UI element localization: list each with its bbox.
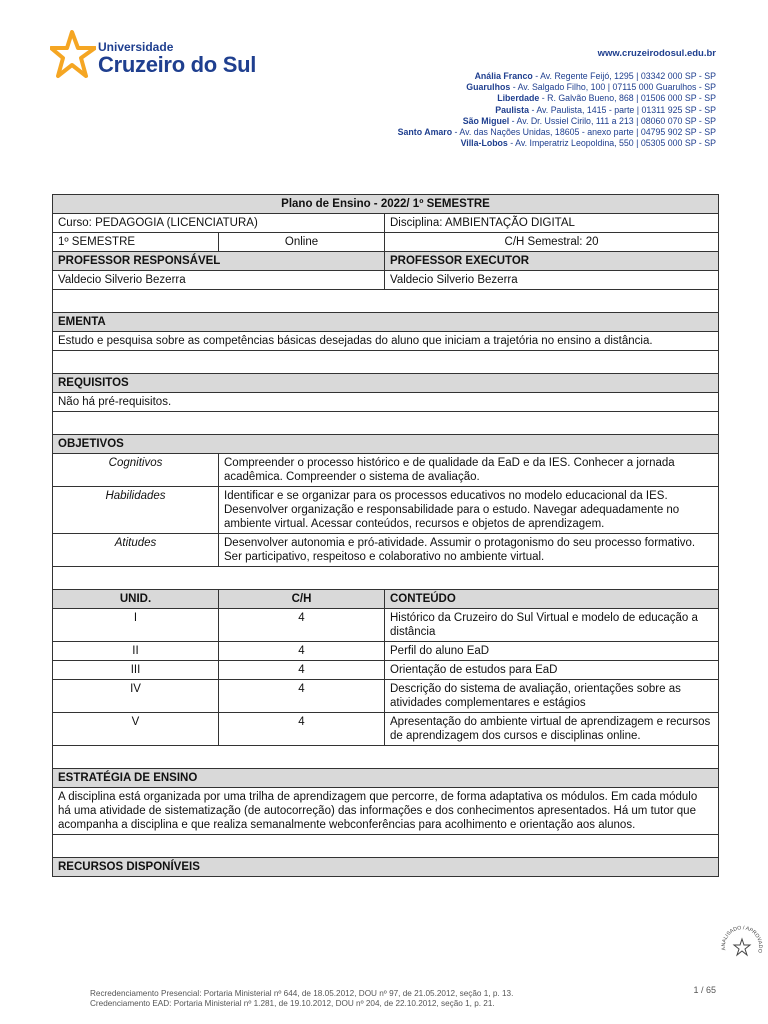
course-row [53,214,719,233]
unit-hours: 4 [219,661,385,680]
unit-number: III [53,661,219,680]
plan-title-row [53,195,719,214]
unit-row [53,661,719,680]
strategy-label: ESTRATÉGIA DE ENSINO [53,769,719,788]
address-line: São Miguel - Av. Dr. Ussiel Cirilo, 111 a 213 | 08060 070 SP - SP [462,115,716,126]
unit-row [53,642,719,661]
footer-line: Credenciamento EAD: Portaria Ministerial nº 1.281, de 19.10.2012, DOU nº 204, de 22.10.2012, seção 1, p. 21. [90,999,495,1008]
resources-header-row [53,858,719,877]
address-line: Guarulhos - Av. Salgado Filho, 100 | 07115 000 Guarulhos - SP [466,82,716,93]
semester-row [53,233,719,252]
spacer-row [53,567,719,590]
semester: 1º SEMESTRE [53,233,219,252]
unit-content: Descrição do sistema de avaliação, orientações sobre as atividades complementares e estágios [385,680,719,713]
plan-title: Plano de Ensino - 2022/ 1º SEMESTRE [53,195,719,214]
unit-hours: 4 [219,642,385,661]
objective-text: Compreender o processo histórico e de qualidade da EaD e da IES. Conhecer a jornada acadêmica. Compreender o sistema de avaliação. [219,454,719,487]
professor-row [53,271,719,290]
star-logo-icon [50,30,96,80]
requisitos-row [53,393,719,412]
strategy-header-row [53,769,719,788]
hours-column-header: C/H [219,590,385,609]
ementa-text: Estudo e pesquisa sobre as competências básicas desejadas do aluno que iniciam a trajetória no ensino a distância. [53,332,719,351]
resources-label: RECURSOS DISPONÍVEIS [53,858,719,877]
objective-row [53,454,719,487]
responsible-professor: Valdecio Silverio Bezerra [53,271,385,290]
requisitos-label: REQUISITOS [53,374,719,393]
ementa-header-row [53,313,719,332]
footer-accreditation [90,989,513,1009]
unit-number: IV [53,680,219,713]
logo-university-text: Universidade [98,40,174,54]
strategy-row [53,788,719,835]
address-line: Anália Franco - Av. Regente Feijó, 1295 | 03342 000 SP - SP [474,71,716,81]
executor-professor-label: PROFESSOR EXECUTOR [385,252,719,271]
responsible-professor-label: PROFESSOR RESPONSÁVEL [53,252,385,271]
spacer-row [53,351,719,374]
unit-content: Histórico da Cruzeiro do Sul Virtual e modelo de educação a distância [385,609,719,642]
content-column-header: CONTEÚDO [385,590,719,609]
objective-row [53,487,719,534]
modality: Online [219,233,385,252]
spacer-row [53,746,719,769]
spacer-row [53,835,719,858]
logo-name-text: Cruzeiro do Sul [98,52,257,77]
teaching-plan-table [52,194,719,877]
unit-content: Perfil do aluno EaD [385,642,719,661]
university-logo [50,30,260,82]
spacer-row [53,290,719,313]
objective-row [53,534,719,567]
unit-hours: 4 [219,680,385,713]
address-line: Liberdade - R. Galvão Bueno, 868 | 01506 000 SP - SP [497,93,716,104]
objective-label: Habilidades [53,487,219,534]
ementa-row [53,332,719,351]
unit-content: Apresentação do ambiente virtual de aprendizagem e recursos de aprendizagem dos cursos e disciplinas online. [385,713,719,746]
units-header-row [53,590,719,609]
unit-hours: 4 [219,609,385,642]
svg-text:ANALISADO / APROVADO: ANALISADO / APROVADO [720,925,764,954]
campus-address-list [398,71,716,149]
unit-number: I [53,609,219,642]
objective-label: Cognitivos [53,454,219,487]
executor-professor: Valdecio Silverio Bezerra [385,271,719,290]
requisitos-header-row [53,374,719,393]
course-name: Curso: PEDAGOGIA (LICENCIATURA) [53,214,385,233]
page-number: 1 / 65 [693,985,716,995]
address-line: Paulista - Av. Paulista, 1415 - parte | 01311 925 SP - SP [495,104,716,115]
strategy-text: A disciplina está organizada por uma trilha de aprendizagem que percorre, de forma adaptativa os módulos. Em cada módulo há uma atividade de sistematização (de autocorreção) das informações e dos conhecimentos apresentados. Há um tutor que acompanha a disciplina e que realiza semanalmente webconferências para acolhimento e orientação aos alunos. [53,788,719,835]
objective-text: Desenvolver autonomia e pró-atividade. Assumir o protagonismo do seu processo formativo. Ser participativo, respeitoso e colaborativo no ambiente virtual. [219,534,719,567]
objetivos-header-row [53,435,719,454]
unit-number: II [53,642,219,661]
objective-text: Identificar e se organizar para os processos educativos no modelo educacional da IES. Desenvolver organização e responsabilidade para o estudo. Navegar adequadamente no ambiente virtual. Acessar conteúdos, recursos e objetos de aprendizagem. [219,487,719,534]
approval-stamp-icon [718,922,766,970]
discipline-name: Disciplina: AMBIENTAÇÃO DIGITAL [385,214,719,233]
objetivos-label: OBJETIVOS [53,435,719,454]
unit-content: Orientação de estudos para EaD [385,661,719,680]
unit-row [53,713,719,746]
address-line: Santo Amaro - Av. das Nações Unidas, 18605 - anexo parte | 04795 902 SP - SP [397,127,716,138]
professor-header-row [53,252,719,271]
objective-label: Atitudes [53,534,219,567]
requisitos-text: Não há pré-requisitos. [53,393,719,412]
unit-hours: 4 [219,713,385,746]
unit-row [53,680,719,713]
spacer-row [53,412,719,435]
footer-line: Recredenciamento Presencial: Portaria Ministerial nº 644, de 18.05.2012, DOU nº 97, de 21.05.2012, seção 1, p. 13. [90,989,514,998]
website-link[interactable]: www.cruzeirodosul.edu.br [597,48,716,59]
workload: C/H Semestral: 20 [385,233,719,252]
unit-column-header: UNID. [53,590,219,609]
unit-number: V [53,713,219,746]
ementa-label: EMENTA [53,313,719,332]
address-line: Villa-Lobos - Av. Imperatriz Leopoldina, 550 | 05305 000 SP - SP [460,138,716,149]
unit-row [53,609,719,642]
